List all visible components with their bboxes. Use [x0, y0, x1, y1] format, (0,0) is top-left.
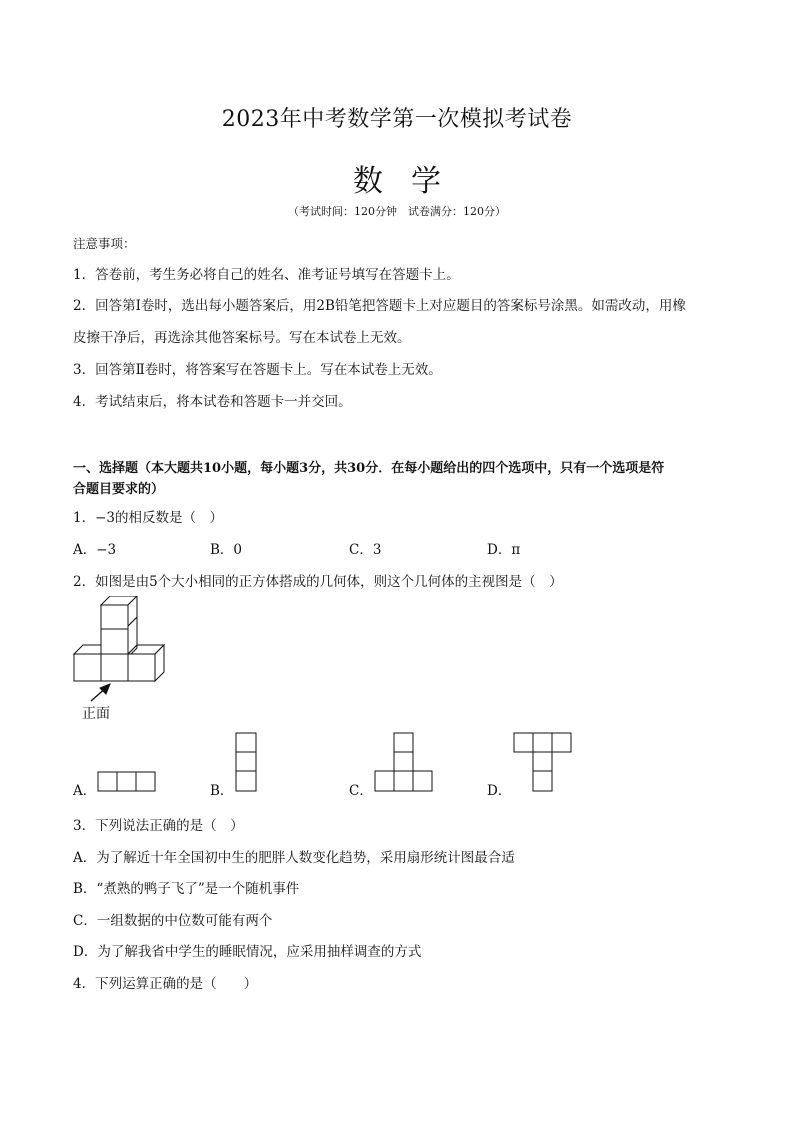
exam-info: （考试时间：120分钟 试卷满分：120分） — [288, 205, 506, 218]
q3-option-c: C．一组数据的中位数可能有两个 — [73, 913, 273, 929]
q3-option-d: D．为了解我省中学生的睡眠情况，应采用抽样调查的方式 — [73, 944, 422, 960]
q1-option-c: C．3 — [349, 542, 382, 558]
q2-stem: 2．如图是由5个大小相同的正方体搭成的几何体，则这个几何体的主视图是（ ） — [73, 574, 563, 590]
q3-option-a: A．为了解近十年全国初中生的肥胖人数变化趋势，采用扇形统计图最合适 — [73, 850, 515, 866]
q3-option-b: B．“煮熟的鸭子飞了”是一个随机事件 — [73, 881, 300, 897]
q2-option-c-view — [373, 732, 435, 794]
q2-option-b-label: B． — [210, 783, 234, 799]
notice-item-1: 1．答卷前，考生务必将自己的姓名、准考证号填写在答题卡上。 — [73, 267, 460, 283]
section-heading-line2: 合题目要求的） — [73, 482, 165, 497]
q1-stem: 1．−3的相反数是（ ） — [73, 510, 223, 526]
notice-heading: 注意事项： — [73, 236, 136, 251]
exam-title: 2023年中考数学第一次模拟考试卷 — [221, 107, 573, 132]
q3-stem: 3．下列说法正确的是（ ） — [73, 818, 244, 834]
notice-item-2-cont: 皮擦干净后，再选涂其他答案标号。写在本试卷上无效。 — [73, 330, 411, 346]
q2-option-b-view — [235, 732, 259, 794]
notice-item-3: 3．回答第Ⅱ卷时，将答案写在答题卡上。写在本试卷上无效。 — [73, 362, 442, 378]
q4-stem: 4．下列运算正确的是（ ） — [73, 976, 258, 992]
q2-solid-figure — [72, 596, 172, 688]
section-heading-line1: 一、选择题（本大题共10小题，每小题3分，共30分．在每小题给出的四个选项中，只有一个选项是符 — [73, 461, 665, 476]
notice-item-4: 4．考试结束后，将本试卷和答题卡一并交回。 — [73, 394, 352, 410]
front-view-label: 正面 — [82, 706, 110, 722]
q1-option-d: D．π — [487, 542, 521, 558]
q2-option-a-view — [97, 771, 159, 793]
notice-item-2: 2．回答第Ⅰ卷时，选出每小题答案后，用2B铅笔把答题卡上对应题目的答案标号涂黑。如需改动，用橡 — [73, 298, 686, 314]
front-direction-arrow — [86, 682, 116, 704]
subject-title: 数学 — [353, 164, 469, 199]
q2-option-d-view — [513, 732, 575, 794]
q1-option-a: A．−3 — [73, 542, 117, 558]
q2-option-d-label: D． — [487, 783, 512, 799]
q2-option-a-label: A． — [73, 783, 97, 799]
q1-option-b: B．0 — [210, 542, 243, 558]
q2-option-c-label: C． — [349, 783, 373, 799]
